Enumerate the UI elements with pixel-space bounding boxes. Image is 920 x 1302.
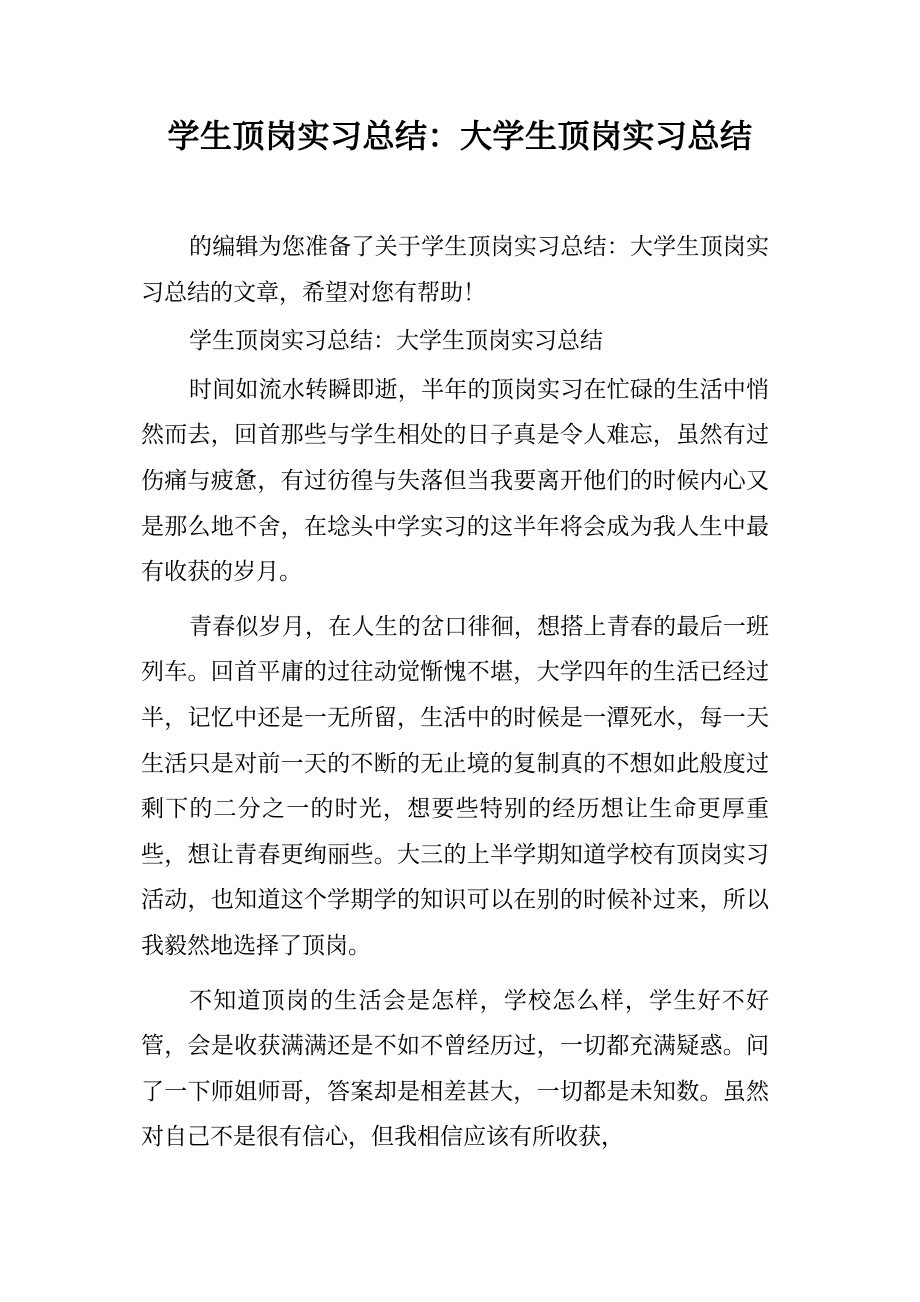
document-title: 学生顶岗实习总结：大学生顶岗实习总结 bbox=[167, 117, 753, 155]
paragraph-1: 时间如流水转瞬即逝，半年的顶岗实习在忙碌的生活中悄然而去，回首那些与学生相处的日子真是令人难忘，虽然有过伤痛与疲惫，有过彷徨与失落但当我要离开他们的时候内心又是那么地不舍，在埝头中学实习的这半年将会成为我人生中最有收获的岁月。 bbox=[141, 376, 769, 586]
document-body bbox=[141, 225, 769, 1161]
paragraph-subtitle: 学生顶岗实习总结：大学生顶岗实习总结 bbox=[189, 328, 603, 355]
paragraph-3: 不知道顶岗的生活会是怎样，学校怎么样，学生好不好管，会是收获满满还是不如不曾经历过，一切都充满疑惑。问了一下师姐师哥，答案却是相差甚大，一切都是未知数。虽然对自己不是很有信心，但我相信应该有所收获， bbox=[141, 987, 769, 1151]
paragraph-2: 青春似岁月，在人生的岔口徘徊，想搭上青春的最后一班列车。回首平庸的过往动觉惭愧不堪，大学四年的生活已经过半，记忆中还是一无所留，生活中的时候是一潭死水，每一天生活只是对前一天的不断的无止境的复制真的不想如此般度过剩下的二分之一的时光，想要些特别的经历想让生命更厚重些，想让青春更绚丽些。大三的上半学期知道学校有顶岗实习活动，也知道这个学期学的知识可以在别的时候补过来，所以我毅然地选择了顶岗。 bbox=[141, 613, 769, 959]
paragraph-intro: 的编辑为您准备了关于学生顶岗实习总结：大学生顶岗实习总结的文章，希望对您有帮助！ bbox=[141, 234, 769, 306]
